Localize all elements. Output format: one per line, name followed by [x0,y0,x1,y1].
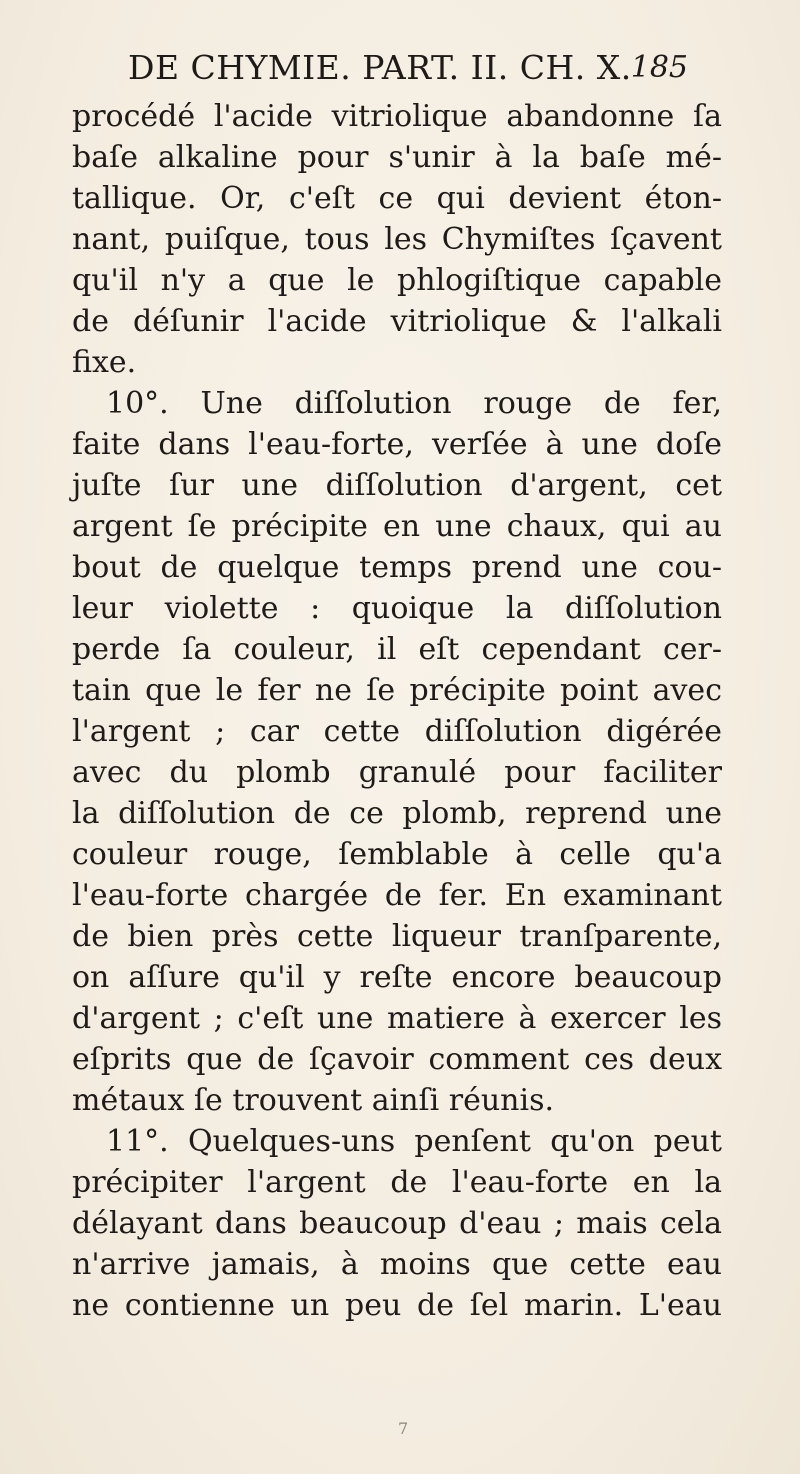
text-line: eſprits que de ſçavoir comment ces deux [72,1042,722,1077]
text-line: argent ſe précipite en une chaux, qui au [72,509,722,544]
running-title: DE CHYMIE. PART. II. CH. X. [128,48,632,87]
text-line: précipiter l'argent de l'eau-forte en la [72,1165,722,1200]
text-line: nant, puiſque, tous les Chymiſtes ſçavent [72,222,722,257]
text-line: l'eau-forte chargée de fer. En examinant [72,878,722,913]
text-line: de déſunir l'acide vitriolique & l'alkali [72,304,722,339]
text-line: 11°. Quelques-uns penſent qu'on peut [106,1124,722,1159]
text-line: tain que le fer ne ſe précipite point avec [72,673,722,708]
text-line: leur violette : quoique la diſſolution [72,591,722,626]
page-header [128,48,688,94]
text-line: la diſſolution de ce plomb, reprend une [72,796,722,831]
text-line: perde ſa couleur, il eſt cependant cer- [72,632,722,667]
text-line: fixe. [72,345,137,380]
text-line: bout de quelque temps prend une cou- [72,550,722,585]
text-line: juſte ſur une diſſolution d'argent, cet [72,468,722,503]
body-text [72,96,722,1326]
text-line: 10°. Une diſſolution rouge de fer, [106,386,722,421]
text-line: faite dans l'eau-forte, verſée à une doſe [72,427,722,462]
text-line: procédé l'acide vitriolique abandonne ſa [72,99,722,134]
footer-mark: 7 [398,1419,409,1438]
text-line: délayant dans beaucoup d'eau ; mais cela [72,1206,722,1241]
text-line: couleur rouge, ſemblable à celle qu'a [72,837,722,872]
text-line: métaux ſe trouvent ainſi réunis. [72,1083,555,1118]
text-line: ne contienne un peu de ſel marin. L'eau [72,1288,722,1323]
text-line: l'argent ; car cette diſſolution digérée [72,714,722,749]
text-line: de bien près cette liqueur tranſparente, [72,919,722,954]
text-line: n'arrive jamais, à moins que cette eau [72,1247,722,1282]
text-line: tallique. Or, c'eſt ce qui devient éton- [72,181,722,216]
text-line: avec du plomb granulé pour faciliter [72,755,722,790]
page-number: 185 [630,50,688,85]
text-line: on aſſure qu'il y reſte encore beaucoup [72,960,722,995]
text-line: baſe alkaline pour s'unir à la baſe mé- [72,140,722,175]
text-line: qu'il n'y a que le phlogiſtique capable [72,263,722,298]
text-line: d'argent ; c'eſt une matiere à exercer les [72,1001,722,1036]
